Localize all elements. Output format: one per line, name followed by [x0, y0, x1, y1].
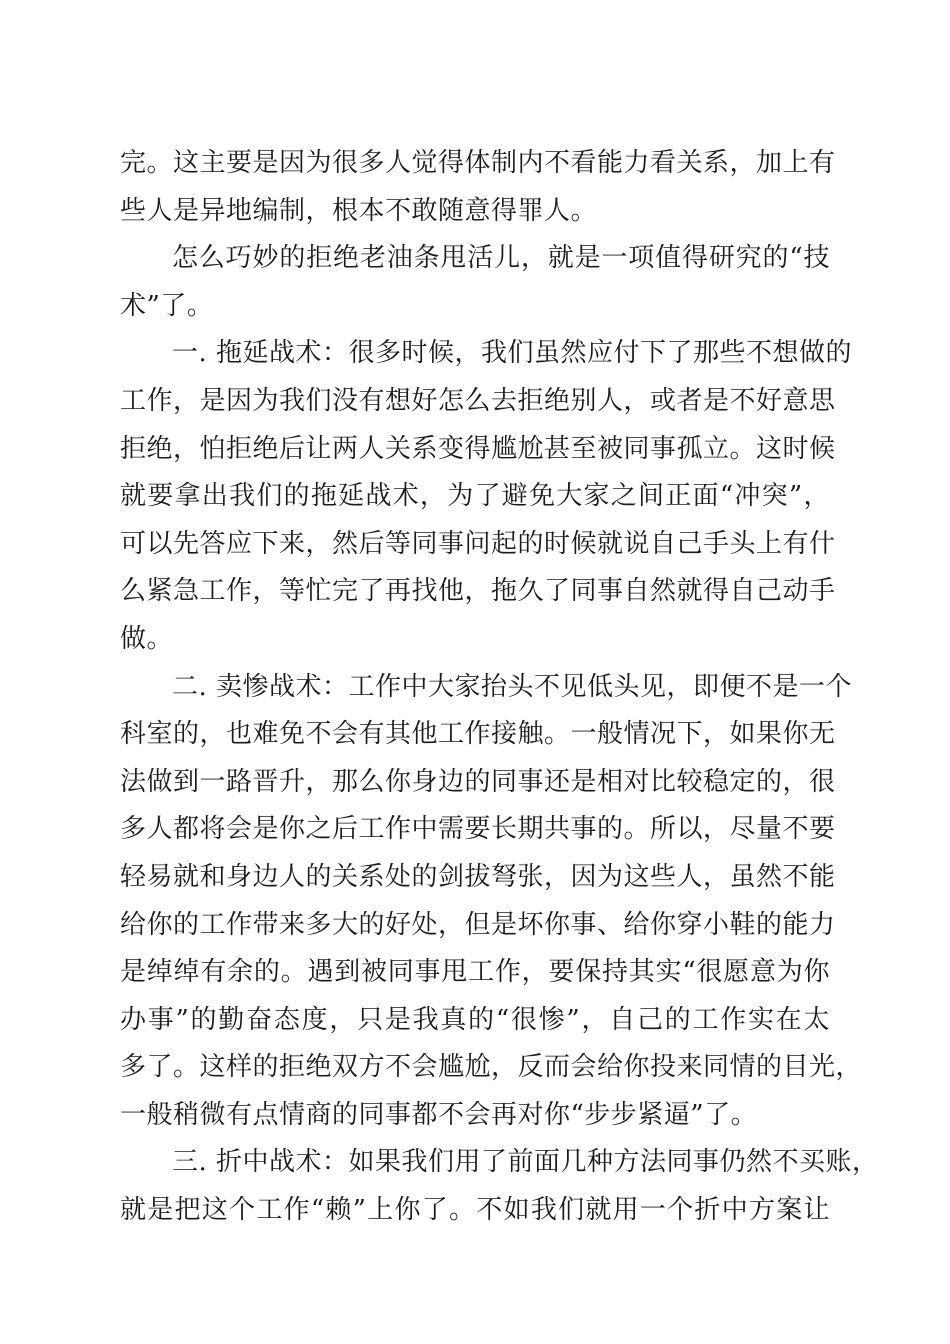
text-line: 一般稍微有点情商的同事都不会再对你“步步紧逼”了。 [120, 1099, 758, 1130]
text-line: 二. 卖惨战术：工作中大家抬头不见低头见，即便不是一个 [172, 671, 853, 702]
text-line: 是绰绰有余的。遇到被同事甩工作，要保持其实“很愿意为你 [120, 957, 830, 988]
text-line: 术”了。 [120, 290, 214, 321]
text-line: 科室的，也难免不会有其他工作接触。一般情况下，如果你无 [120, 719, 836, 750]
text-line: 可以先答应下来，然后等同事问起的时候就说自己手头上有什 [120, 528, 836, 559]
text-line: 办事”的勤奋态度，只是我真的“很惨”，自己的工作实在太 [120, 1004, 830, 1035]
text-line: 法做到一路晋升，那么你身边的同事还是相对比较稳定的，很 [120, 766, 836, 797]
text-line: 拒绝，怕拒绝后让两人关系变得尴尬甚至被同事孤立。这时候 [120, 433, 836, 464]
text-line: 三. 折中战术：如果我们用了前面几种方法同事仍然不买账， [172, 1147, 879, 1178]
text-line: 些人是异地编制，根本不敢随意得罪人。 [120, 195, 598, 226]
text-line: 做。 [120, 623, 174, 654]
text-line: 轻易就和身边人的关系处的剑拔弩张，因为这些人，虽然不能 [120, 861, 836, 892]
text-line: 怎么巧妙的拒绝老油条甩活儿，就是一项值得研究的“技 [172, 243, 830, 274]
text-line: 一. 拖延战术：很多时候，我们虽然应付下了那些不想做的 [172, 338, 853, 369]
text-line: 给你的工作带来多大的好处，但是坏你事、给你穿小鞋的能力 [120, 909, 836, 940]
text-line: 多人都将会是你之后工作中需要长期共事的。所以，尽量不要 [120, 814, 836, 845]
text-line: 就是把这个工作“赖”上你了。不如我们就用一个折中方案让 [120, 1195, 830, 1226]
text-line: 完。这主要是因为很多人觉得体制内不看能力看关系，加上有 [120, 148, 836, 178]
text-line: 多了。这样的拒绝双方不会尴尬，反而会给你投来同情的目光， [120, 1052, 863, 1083]
body-text [120, 140, 879, 1235]
text-line: 么紧急工作，等忙完了再找他，拖久了同事自然就得自己动手 [120, 576, 836, 607]
text-line: 工作，是因为我们没有想好怎么去拒绝别人，或者是不好意思 [120, 385, 836, 416]
text-line: 就要拿出我们的拖延战术，为了避免大家之间正面“冲突”， [120, 481, 830, 512]
